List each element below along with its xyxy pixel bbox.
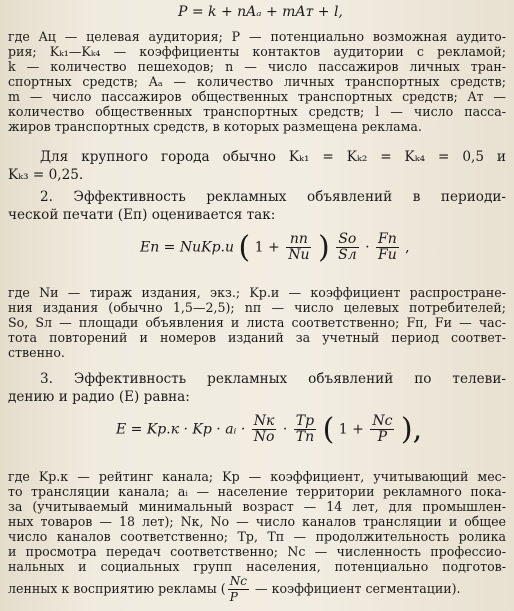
text-line: нальных и социальных групп населения, потенциально подготов-	[8, 559, 506, 574]
text-fragment: — коэффициент сегментации).	[250, 581, 461, 596]
fraction	[252, 414, 277, 445]
fraction	[336, 232, 359, 263]
formula-print-effectiveness: Eп = NиKр.и ( 1 + $\frac{nп}{Nи}$ ) $\frac{Sо}{Sл}$ · $\frac{Fп}{Fи}$ ,	[140, 230, 410, 265]
formula-lhs: E = Kр.к · Kр · aᵢ ·	[116, 421, 246, 438]
text-line	[8, 574, 506, 605]
text-line: то трансляции канала; aᵢ — население территории рекламного пока-	[8, 484, 506, 499]
heading-line: ческой печати (Eп) оценивается так:	[8, 207, 276, 223]
fraction	[286, 232, 311, 263]
text-line: ных товаров — 18 лет); Nк, Nо — число каналов трансляции и общее	[8, 514, 506, 529]
text-line: жиров транспортных средств, в которых размещена реклама.	[8, 119, 422, 134]
text-line: ственно.	[8, 345, 65, 360]
text-line: рия; Kₖ₁—Kₖ₄ — коэффициенты контактов аудитории с рекламой;	[8, 44, 506, 59]
formula-one-plus: 1 +	[338, 421, 364, 438]
denominator: Nи	[288, 247, 310, 263]
text-line: Для крупного города обычно Kₖ₁ = Kₖ₂ = Kₖ₄ = 0,5 и	[40, 149, 506, 165]
paren-open: (	[322, 412, 335, 447]
text-line: k — количество пешеходов; n — число пассажиров личных тран-	[8, 59, 506, 74]
denominator: Fи	[377, 247, 397, 263]
formula-audience: P = k + nAₐ + mAᴛ + l,	[178, 4, 343, 20]
numerator: Nс	[372, 413, 393, 429]
fraction	[294, 414, 316, 445]
paren-close: ),	[400, 412, 423, 447]
text-line: за (учитываемый минимальный возраст — 14 лет, для промышлен-	[8, 499, 506, 514]
text-line: и просмотра передач соответственно; Nс — численность профессио-	[8, 544, 506, 559]
numerator: Fп	[377, 231, 397, 247]
formula-tv-effectiveness: E = Kр.к · Kр · aᵢ · $\frac{Nк}{Nо}$ · $\frac{Tр}{Tп}$ ( 1 + $\frac{Nс}{P}$ ),	[116, 412, 423, 447]
text-line: Sо, Sл — площади объявления и листа соответственно; Fп, Fи — час-	[8, 315, 506, 330]
numerator: Nк	[252, 414, 277, 430]
formula-lhs: Eп = NиKр.и	[140, 239, 235, 256]
text-line: где Nи — тираж издания, экз.; Kр.и — коэффициент распростране-	[8, 285, 506, 300]
text-line: ния издания (обычно 1,5—2,5); nп — число целевых потребителей;	[8, 300, 506, 315]
text-line: Kₖ₃ = 0,25.	[8, 167, 84, 183]
numerator: Sо	[336, 232, 359, 248]
text-line: m — число пассажиров общественных транспортных средств; Aᴛ —	[8, 89, 506, 104]
paren-open: (	[238, 230, 251, 265]
fraction	[376, 232, 399, 263]
fraction	[370, 414, 394, 445]
numerator: nп	[286, 232, 311, 248]
paren-close: )	[317, 230, 330, 265]
denominator: P	[377, 429, 388, 445]
text-line: тота повторений и номеров изданий за учетный период соответ-	[8, 330, 506, 345]
numerator: Nс	[229, 574, 247, 588]
text-fragment: ленных к восприятию рекламы (	[8, 581, 226, 596]
formula-tail: ,	[405, 239, 410, 256]
text-line: число каналов соответственно; Tр, Tп — продолжительность ролика	[8, 529, 506, 544]
fraction	[228, 574, 249, 605]
numerator: Tр	[294, 414, 316, 430]
heading-line: 3. Эффективность рекламных объявлений по телеви-	[40, 371, 506, 387]
text-line: где Aц — целевая аудитория; P — потенциально возможная аудито-	[8, 29, 506, 44]
text-line: где Kр.к — рейтинг канала; Kр — коэффициент, учитывающий мес-	[8, 469, 506, 484]
text-line: количество общественных транспортных средств; l — число пасса-	[8, 104, 506, 119]
denominator: Nо	[253, 429, 275, 445]
formula-one-plus: 1 +	[254, 239, 280, 256]
text-line: спортных средств; Aₐ — количество личных транспортных средств;	[8, 74, 506, 89]
denominator: Tп	[295, 429, 315, 445]
denominator: Sл	[338, 247, 357, 263]
denominator: P	[229, 590, 238, 604]
heading-line: дению и радио (E) равна:	[8, 389, 190, 405]
heading-line: 2. Эффективность рекламных объявлений в периоди-	[40, 189, 506, 205]
